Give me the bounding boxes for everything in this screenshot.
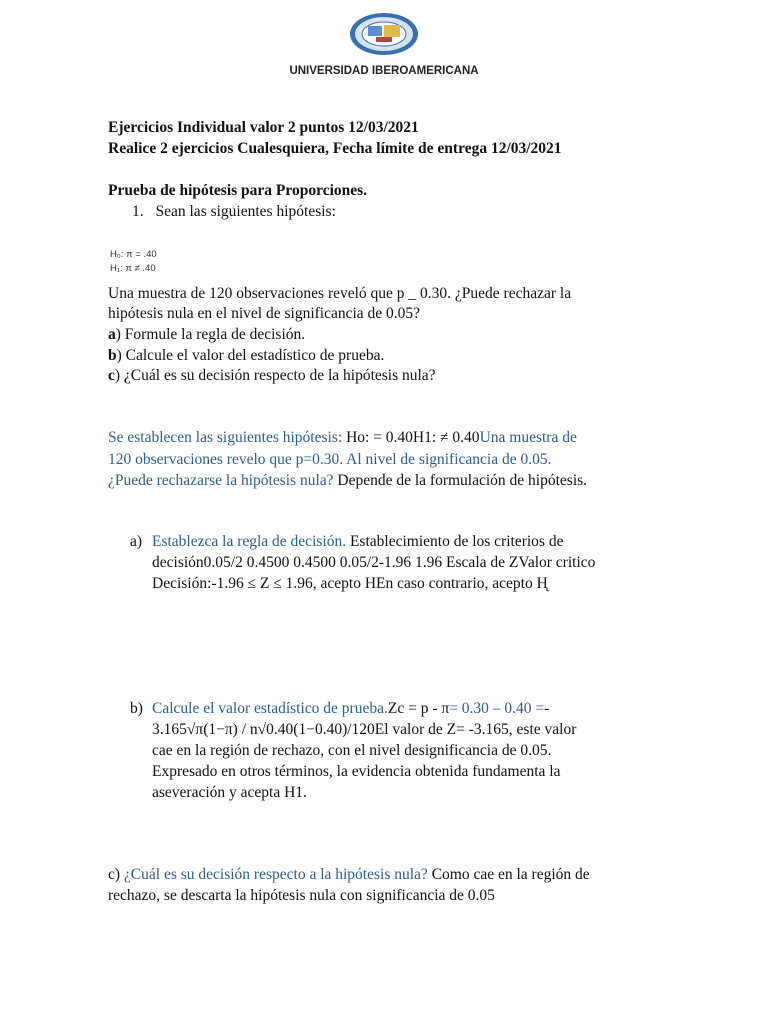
university-name: UNIVERSIDAD IBEROAMERICANA [289, 65, 479, 77]
answer-a-line-1 [152, 532, 563, 553]
answer-b-line-5: aseveración y acepta H1. [152, 784, 307, 801]
problem-c-text: ) ¿Cuál es su decisión respecto de la hipótesis nula? [114, 367, 436, 384]
problem-b-label: b [108, 347, 117, 364]
answer-intro-question: ¿Puede rechazarse la hipótesis nula? [108, 472, 334, 489]
answer-b-label: b) [130, 700, 143, 717]
problem-a [108, 325, 305, 346]
item-1-number: 1. [132, 203, 144, 220]
answer-intro-note: Depende de la formulación de hipótesis. [333, 472, 588, 489]
answer-b-line-3: cae en la región de rechazo, con el nivel designificancia de 0.05. [152, 742, 552, 759]
item-1-text: Sean las siguientes hipótesis: [155, 203, 336, 220]
answer-b-line-4: Expresado en otros términos, la evidencia obtenida fundamenta la [152, 763, 561, 780]
answer-a-line-2: decisión0.05/2 0.4500 0.4500 0.05/2-1.96 1.96 Escala de ZValor critico [152, 554, 596, 571]
answer-b-line-1 [152, 699, 549, 720]
problem-c-label: c [108, 367, 115, 384]
answer-b-line-2: 3.165√π(1−π) / n√0.40(1−0.40)/120El valor de Z= -3.165, este valor [152, 721, 577, 738]
answer-b-heading: Calcule el valor estadístico de prueba. [152, 700, 388, 717]
answer-intro-blue-2: Una muestra de [479, 429, 577, 446]
answer-a-text-1: Establecimiento de los criterios de [346, 533, 564, 550]
answer-c-text-1: Como cae en la región de [427, 866, 590, 883]
hypothesis-h0: H₀: π = .40 [110, 249, 157, 260]
assignment-instructions: Realice 2 ejercicios Cualesquiera, Fecha límite de entrega 12/03/2021 [108, 140, 562, 157]
item-1 [132, 202, 336, 223]
assignment-title: Ejercicios Individual valor 2 puntos 12/03/2021 [108, 119, 419, 136]
university-seal-logo [348, 12, 420, 56]
hypothesis-h1: H₁: π ≠ .40 [110, 263, 156, 274]
answer-intro-line-1 [108, 428, 577, 449]
problem-a-text: ) Formule la regla de decisión. [115, 326, 306, 343]
problem-b-text: ) Calcule el valor del estadístico de prueba. [116, 347, 385, 364]
answer-c-label: c) [108, 866, 124, 883]
answer-intro-hypotheses: Ho: = 0.40H1: ≠ 0.40 [346, 429, 480, 446]
answer-a-line-3: Decisión:-1.96 ≤ Z ≤ 1.96, acepto HEn caso contrario, acepto H̨ [152, 575, 548, 592]
problem-line-2: hipótesis nula en el nivel de significancia de 0.05? [108, 305, 421, 322]
problem-c [108, 366, 436, 387]
answer-intro-line-3 [108, 471, 587, 492]
answer-c-line-2: rechazo, se descarta la hipótesis nula con significancia de 0.05 [108, 887, 495, 904]
answer-c-line-1 [108, 865, 590, 886]
answer-intro-line-2: 120 observaciones revelo que p=0.30. Al nivel de significancia de 0.05. [108, 451, 552, 468]
answer-intro-blue-1: Se establecen las siguientes hipótesis: [108, 429, 347, 446]
answer-c-heading: ¿Cuál es su decisión respecto a la hipótesis nula? [123, 866, 428, 883]
answer-a-heading: Establezca la regla de decisión. [152, 533, 347, 550]
answer-b-formula: Zc = p - π [387, 700, 450, 717]
problem-b [108, 346, 384, 367]
section-title: Prueba de hipótesis para Proporciones. [108, 182, 368, 199]
problem-a-label: a [108, 326, 116, 343]
answer-b-dash: - [544, 700, 550, 717]
answer-b-substitution: = 0.30 – 0.40 = [449, 700, 545, 717]
problem-line-1: Una muestra de 120 observaciones reveló que p _ 0.30. ¿Puede rechazar la [108, 285, 572, 302]
answer-a-label: a) [130, 533, 143, 550]
